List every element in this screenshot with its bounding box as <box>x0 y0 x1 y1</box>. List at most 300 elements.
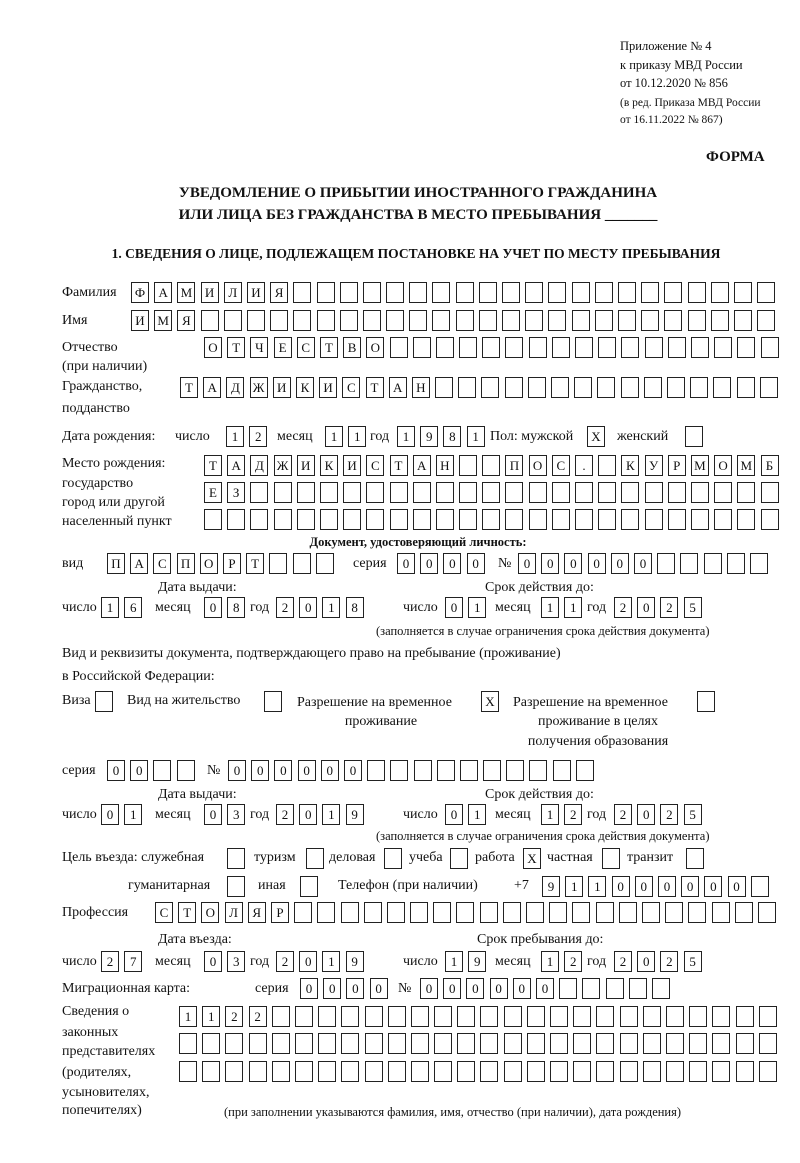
sex-female-checkbox[interactable] <box>685 426 703 447</box>
char-cell[interactable] <box>459 337 477 358</box>
char-cell[interactable]: К <box>296 377 314 398</box>
residence-permit-checkbox[interactable] <box>264 691 282 712</box>
char-cell[interactable]: 5 <box>684 804 702 825</box>
char-cell[interactable] <box>689 1033 707 1054</box>
char-cell[interactable] <box>641 310 659 331</box>
char-cell[interactable] <box>435 377 453 398</box>
char-cell[interactable] <box>528 377 546 398</box>
char-cell[interactable] <box>665 902 683 923</box>
char-cell[interactable]: 9 <box>346 804 364 825</box>
char-cell[interactable]: 0 <box>611 553 629 574</box>
char-cell[interactable] <box>552 337 570 358</box>
char-cell[interactable] <box>572 310 590 331</box>
char-cell[interactable]: 9 <box>420 426 438 447</box>
char-cell[interactable] <box>481 377 499 398</box>
char-cell[interactable] <box>527 1061 545 1082</box>
sex-male-checkbox[interactable]: X <box>587 426 605 447</box>
char-cell[interactable]: 0 <box>420 978 438 999</box>
char-cell[interactable] <box>666 1006 684 1027</box>
purpose-business-checkbox[interactable] <box>384 848 402 869</box>
char-cell[interactable]: 1 <box>588 876 606 897</box>
entry-day-field[interactable] <box>101 951 142 972</box>
stay-issue-day-field[interactable] <box>101 804 142 825</box>
char-cell[interactable]: И <box>319 377 337 398</box>
char-cell[interactable]: 1 <box>322 804 340 825</box>
char-cell[interactable] <box>688 282 706 303</box>
char-cell[interactable] <box>550 1061 568 1082</box>
char-cell[interactable]: 0 <box>445 804 463 825</box>
char-cell[interactable]: 7 <box>124 951 142 972</box>
char-cell[interactable]: Р <box>271 902 289 923</box>
char-cell[interactable]: 1 <box>565 876 583 897</box>
char-cell[interactable]: У <box>645 455 663 476</box>
char-cell[interactable] <box>504 1006 522 1027</box>
char-cell[interactable]: 1 <box>202 1006 220 1027</box>
char-cell[interactable]: П <box>177 553 195 574</box>
char-cell[interactable]: Ж <box>250 377 268 398</box>
char-cell[interactable] <box>574 377 592 398</box>
temp-residence-checkbox[interactable]: X <box>481 691 499 712</box>
char-cell[interactable]: Я <box>248 902 266 923</box>
char-cell[interactable] <box>689 1061 707 1082</box>
purpose-tourism-checkbox[interactable] <box>306 848 324 869</box>
char-cell[interactable] <box>689 1006 707 1027</box>
char-cell[interactable] <box>598 455 616 476</box>
char-cell[interactable]: 9 <box>346 951 364 972</box>
char-cell[interactable]: 2 <box>225 1006 243 1027</box>
char-cell[interactable] <box>340 282 358 303</box>
char-cell[interactable]: 0 <box>251 760 269 781</box>
stay-valid-month-field[interactable] <box>541 804 582 825</box>
char-cell[interactable]: О <box>204 337 222 358</box>
char-cell[interactable]: Е <box>274 337 292 358</box>
char-cell[interactable] <box>759 1033 777 1054</box>
char-cell[interactable] <box>482 482 500 503</box>
char-cell[interactable]: 0 <box>298 760 316 781</box>
char-cell[interactable] <box>664 282 682 303</box>
char-cell[interactable] <box>388 1061 406 1082</box>
char-cell[interactable] <box>295 1033 313 1054</box>
char-cell[interactable]: П <box>505 455 523 476</box>
char-cell[interactable] <box>712 1033 730 1054</box>
purpose-humanitarian-checkbox[interactable] <box>227 876 245 897</box>
reps-row-3[interactable] <box>179 1061 777 1082</box>
char-cell[interactable] <box>704 553 722 574</box>
char-cell[interactable]: 2 <box>564 804 582 825</box>
char-cell[interactable]: К <box>320 455 338 476</box>
char-cell[interactable] <box>434 1033 452 1054</box>
char-cell[interactable] <box>432 282 450 303</box>
char-cell[interactable] <box>363 282 381 303</box>
char-cell[interactable] <box>413 509 431 530</box>
char-cell[interactable] <box>413 482 431 503</box>
char-cell[interactable] <box>621 377 639 398</box>
char-cell[interactable] <box>680 553 698 574</box>
char-cell[interactable] <box>737 482 755 503</box>
char-cell[interactable] <box>459 509 477 530</box>
char-cell[interactable] <box>657 553 675 574</box>
surname-field[interactable] <box>131 282 775 303</box>
char-cell[interactable]: 1 <box>541 804 559 825</box>
char-cell[interactable]: 1 <box>124 804 142 825</box>
char-cell[interactable] <box>390 509 408 530</box>
char-cell[interactable]: 8 <box>227 597 245 618</box>
char-cell[interactable] <box>456 282 474 303</box>
char-cell[interactable]: 0 <box>101 804 119 825</box>
char-cell[interactable]: А <box>389 377 407 398</box>
char-cell[interactable]: И <box>201 282 219 303</box>
char-cell[interactable] <box>552 509 570 530</box>
char-cell[interactable] <box>502 282 520 303</box>
char-cell[interactable] <box>456 310 474 331</box>
char-cell[interactable]: Д <box>226 377 244 398</box>
birthplace-row-2[interactable] <box>204 482 779 503</box>
char-cell[interactable]: 2 <box>564 951 582 972</box>
char-cell[interactable] <box>548 282 566 303</box>
char-cell[interactable]: Н <box>436 455 454 476</box>
purpose-study-checkbox[interactable] <box>450 848 468 869</box>
char-cell[interactable] <box>318 1006 336 1027</box>
stay-issue-month-field[interactable] <box>204 804 245 825</box>
char-cell[interactable]: Л <box>225 902 243 923</box>
char-cell[interactable] <box>727 553 745 574</box>
char-cell[interactable]: 0 <box>728 876 746 897</box>
char-cell[interactable] <box>293 553 311 574</box>
char-cell[interactable] <box>712 1006 730 1027</box>
char-cell[interactable] <box>621 509 639 530</box>
char-cell[interactable]: Д <box>250 455 268 476</box>
entry-month-field[interactable] <box>204 951 245 972</box>
char-cell[interactable]: 2 <box>660 804 678 825</box>
char-cell[interactable]: 0 <box>588 553 606 574</box>
char-cell[interactable]: К <box>621 455 639 476</box>
char-cell[interactable] <box>436 482 454 503</box>
char-cell[interactable]: 1 <box>348 426 366 447</box>
id-number-field[interactable] <box>518 553 768 574</box>
char-cell[interactable] <box>713 377 731 398</box>
char-cell[interactable] <box>365 1033 383 1054</box>
char-cell[interactable]: 6 <box>124 597 142 618</box>
char-cell[interactable]: 8 <box>346 597 364 618</box>
char-cell[interactable] <box>297 482 315 503</box>
char-cell[interactable] <box>552 482 570 503</box>
char-cell[interactable] <box>529 509 547 530</box>
char-cell[interactable]: 2 <box>276 804 294 825</box>
char-cell[interactable] <box>737 377 755 398</box>
char-cell[interactable]: 8 <box>443 426 461 447</box>
char-cell[interactable] <box>505 337 523 358</box>
char-cell[interactable] <box>202 1061 220 1082</box>
char-cell[interactable] <box>688 310 706 331</box>
char-cell[interactable] <box>529 760 547 781</box>
char-cell[interactable] <box>573 1006 591 1027</box>
char-cell[interactable]: Я <box>270 282 288 303</box>
char-cell[interactable]: 0 <box>443 978 461 999</box>
char-cell[interactable] <box>365 1061 383 1082</box>
char-cell[interactable] <box>341 1061 359 1082</box>
char-cell[interactable] <box>318 1033 336 1054</box>
char-cell[interactable] <box>202 1033 220 1054</box>
char-cell[interactable]: 1 <box>468 597 486 618</box>
char-cell[interactable] <box>559 978 577 999</box>
char-cell[interactable] <box>582 978 600 999</box>
char-cell[interactable] <box>317 282 335 303</box>
char-cell[interactable] <box>645 509 663 530</box>
char-cell[interactable]: 0 <box>420 553 438 574</box>
char-cell[interactable] <box>316 553 334 574</box>
char-cell[interactable]: 3 <box>227 951 245 972</box>
char-cell[interactable] <box>293 282 311 303</box>
char-cell[interactable]: 0 <box>634 553 652 574</box>
char-cell[interactable] <box>621 337 639 358</box>
char-cell[interactable]: 0 <box>344 760 362 781</box>
char-cell[interactable] <box>620 1006 638 1027</box>
char-cell[interactable] <box>269 553 287 574</box>
char-cell[interactable] <box>343 509 361 530</box>
char-cell[interactable]: Р <box>223 553 241 574</box>
reps-row-1[interactable] <box>179 1006 777 1027</box>
char-cell[interactable]: 1 <box>101 597 119 618</box>
char-cell[interactable]: С <box>297 337 315 358</box>
char-cell[interactable] <box>690 377 708 398</box>
purpose-transit-checkbox[interactable] <box>686 848 704 869</box>
char-cell[interactable] <box>295 1061 313 1082</box>
char-cell[interactable]: 2 <box>614 951 632 972</box>
char-cell[interactable] <box>643 1006 661 1027</box>
char-cell[interactable] <box>247 310 265 331</box>
char-cell[interactable] <box>179 1033 197 1054</box>
char-cell[interactable] <box>737 337 755 358</box>
char-cell[interactable] <box>506 760 524 781</box>
char-cell[interactable] <box>645 482 663 503</box>
char-cell[interactable]: А <box>413 455 431 476</box>
char-cell[interactable]: 2 <box>276 951 294 972</box>
char-cell[interactable] <box>272 1061 290 1082</box>
char-cell[interactable] <box>525 310 543 331</box>
birth-day-field[interactable] <box>226 426 267 447</box>
char-cell[interactable] <box>575 337 593 358</box>
char-cell[interactable]: 0 <box>490 978 508 999</box>
char-cell[interactable]: М <box>737 455 755 476</box>
char-cell[interactable] <box>409 310 427 331</box>
char-cell[interactable]: 3 <box>227 804 245 825</box>
char-cell[interactable] <box>629 978 647 999</box>
char-cell[interactable]: 0 <box>518 553 536 574</box>
char-cell[interactable]: 0 <box>321 760 339 781</box>
char-cell[interactable] <box>505 482 523 503</box>
char-cell[interactable] <box>294 902 312 923</box>
char-cell[interactable]: 0 <box>107 760 125 781</box>
char-cell[interactable]: 0 <box>299 804 317 825</box>
char-cell[interactable] <box>250 509 268 530</box>
char-cell[interactable] <box>483 760 501 781</box>
until-year-field[interactable] <box>614 951 702 972</box>
id-valid-day-field[interactable] <box>445 597 486 618</box>
char-cell[interactable] <box>666 1061 684 1082</box>
char-cell[interactable]: Т <box>178 902 196 923</box>
char-cell[interactable]: 1 <box>541 597 559 618</box>
char-cell[interactable] <box>270 310 288 331</box>
char-cell[interactable]: 0 <box>204 804 222 825</box>
char-cell[interactable]: И <box>343 455 361 476</box>
id-issue-day-field[interactable] <box>101 597 142 618</box>
char-cell[interactable]: А <box>130 553 148 574</box>
char-cell[interactable] <box>596 902 614 923</box>
char-cell[interactable] <box>390 482 408 503</box>
char-cell[interactable] <box>343 482 361 503</box>
char-cell[interactable] <box>550 1033 568 1054</box>
char-cell[interactable]: 2 <box>249 426 267 447</box>
char-cell[interactable] <box>549 902 567 923</box>
char-cell[interactable]: 9 <box>542 876 560 897</box>
char-cell[interactable] <box>668 337 686 358</box>
char-cell[interactable]: 1 <box>541 951 559 972</box>
char-cell[interactable] <box>341 1006 359 1027</box>
char-cell[interactable] <box>737 509 755 530</box>
char-cell[interactable]: С <box>342 377 360 398</box>
char-cell[interactable] <box>317 902 335 923</box>
char-cell[interactable]: 0 <box>541 553 559 574</box>
char-cell[interactable]: М <box>177 282 195 303</box>
char-cell[interactable]: О <box>529 455 547 476</box>
char-cell[interactable] <box>434 1006 452 1027</box>
char-cell[interactable]: Т <box>180 377 198 398</box>
char-cell[interactable] <box>759 1061 777 1082</box>
char-cell[interactable] <box>529 482 547 503</box>
char-cell[interactable] <box>664 310 682 331</box>
char-cell[interactable]: Ф <box>131 282 149 303</box>
char-cell[interactable] <box>272 1033 290 1054</box>
char-cell[interactable]: 0 <box>299 597 317 618</box>
char-cell[interactable]: 0 <box>204 951 222 972</box>
char-cell[interactable] <box>225 1061 243 1082</box>
char-cell[interactable] <box>714 337 732 358</box>
char-cell[interactable]: 0 <box>637 951 655 972</box>
name-field[interactable] <box>131 310 775 331</box>
char-cell[interactable] <box>504 1061 522 1082</box>
char-cell[interactable]: А <box>154 282 172 303</box>
char-cell[interactable]: С <box>153 553 171 574</box>
char-cell[interactable] <box>618 282 636 303</box>
char-cell[interactable] <box>736 1061 754 1082</box>
char-cell[interactable] <box>503 902 521 923</box>
char-cell[interactable] <box>505 509 523 530</box>
char-cell[interactable] <box>297 509 315 530</box>
char-cell[interactable]: Т <box>227 337 245 358</box>
char-cell[interactable] <box>550 1006 568 1027</box>
char-cell[interactable]: 0 <box>323 978 341 999</box>
char-cell[interactable]: С <box>552 455 570 476</box>
char-cell[interactable]: 0 <box>637 597 655 618</box>
char-cell[interactable]: 0 <box>274 760 292 781</box>
char-cell[interactable] <box>224 310 242 331</box>
char-cell[interactable] <box>551 377 569 398</box>
char-cell[interactable]: И <box>273 377 291 398</box>
char-cell[interactable] <box>735 902 753 923</box>
birthplace-row-3[interactable] <box>204 509 779 530</box>
char-cell[interactable] <box>458 377 476 398</box>
char-cell[interactable] <box>652 978 670 999</box>
char-cell[interactable] <box>691 482 709 503</box>
char-cell[interactable] <box>250 482 268 503</box>
id-valid-year-field[interactable] <box>614 597 702 618</box>
profession-field[interactable] <box>155 902 776 923</box>
char-cell[interactable] <box>691 337 709 358</box>
char-cell[interactable]: 9 <box>468 951 486 972</box>
char-cell[interactable] <box>645 337 663 358</box>
char-cell[interactable]: 2 <box>660 597 678 618</box>
char-cell[interactable]: О <box>201 902 219 923</box>
stay-valid-year-field[interactable] <box>614 804 702 825</box>
char-cell[interactable] <box>505 377 523 398</box>
char-cell[interactable]: 1 <box>468 804 486 825</box>
char-cell[interactable]: 0 <box>513 978 531 999</box>
char-cell[interactable] <box>573 1033 591 1054</box>
char-cell[interactable] <box>480 1033 498 1054</box>
char-cell[interactable] <box>433 902 451 923</box>
id-issue-month-field[interactable] <box>204 597 245 618</box>
char-cell[interactable] <box>621 482 639 503</box>
birth-month-field[interactable] <box>325 426 366 447</box>
char-cell[interactable]: 1 <box>322 597 340 618</box>
char-cell[interactable] <box>712 1061 730 1082</box>
char-cell[interactable]: 2 <box>249 1006 267 1027</box>
char-cell[interactable] <box>714 482 732 503</box>
char-cell[interactable] <box>177 760 195 781</box>
char-cell[interactable] <box>757 310 775 331</box>
migration-series-field[interactable] <box>300 978 388 999</box>
char-cell[interactable]: 0 <box>637 804 655 825</box>
char-cell[interactable] <box>341 902 359 923</box>
char-cell[interactable] <box>387 902 405 923</box>
char-cell[interactable] <box>366 482 384 503</box>
purpose-work-checkbox[interactable]: X <box>523 848 541 869</box>
char-cell[interactable] <box>295 1006 313 1027</box>
char-cell[interactable] <box>482 455 500 476</box>
id-issue-year-field[interactable] <box>276 597 364 618</box>
char-cell[interactable]: 2 <box>101 951 119 972</box>
char-cell[interactable]: П <box>107 553 125 574</box>
char-cell[interactable]: 0 <box>300 978 318 999</box>
char-cell[interactable] <box>201 310 219 331</box>
char-cell[interactable]: 0 <box>346 978 364 999</box>
char-cell[interactable] <box>482 337 500 358</box>
char-cell[interactable]: Е <box>204 482 222 503</box>
birth-year-field[interactable] <box>397 426 485 447</box>
char-cell[interactable]: 2 <box>660 951 678 972</box>
char-cell[interactable]: М <box>154 310 172 331</box>
char-cell[interactable] <box>436 509 454 530</box>
char-cell[interactable] <box>457 1006 475 1027</box>
purpose-private-checkbox[interactable] <box>602 848 620 869</box>
char-cell[interactable]: 0 <box>635 876 653 897</box>
char-cell[interactable]: 0 <box>704 876 722 897</box>
phone-field[interactable] <box>542 876 769 897</box>
char-cell[interactable] <box>480 902 498 923</box>
char-cell[interactable] <box>527 1006 545 1027</box>
char-cell[interactable] <box>760 377 778 398</box>
char-cell[interactable] <box>411 1006 429 1027</box>
char-cell[interactable]: 0 <box>681 876 699 897</box>
id-valid-month-field[interactable] <box>541 597 582 618</box>
char-cell[interactable] <box>388 1006 406 1027</box>
char-cell[interactable] <box>598 482 616 503</box>
char-cell[interactable]: Т <box>390 455 408 476</box>
char-cell[interactable] <box>761 509 779 530</box>
char-cell[interactable] <box>225 1033 243 1054</box>
char-cell[interactable]: 2 <box>614 597 632 618</box>
char-cell[interactable] <box>363 310 381 331</box>
